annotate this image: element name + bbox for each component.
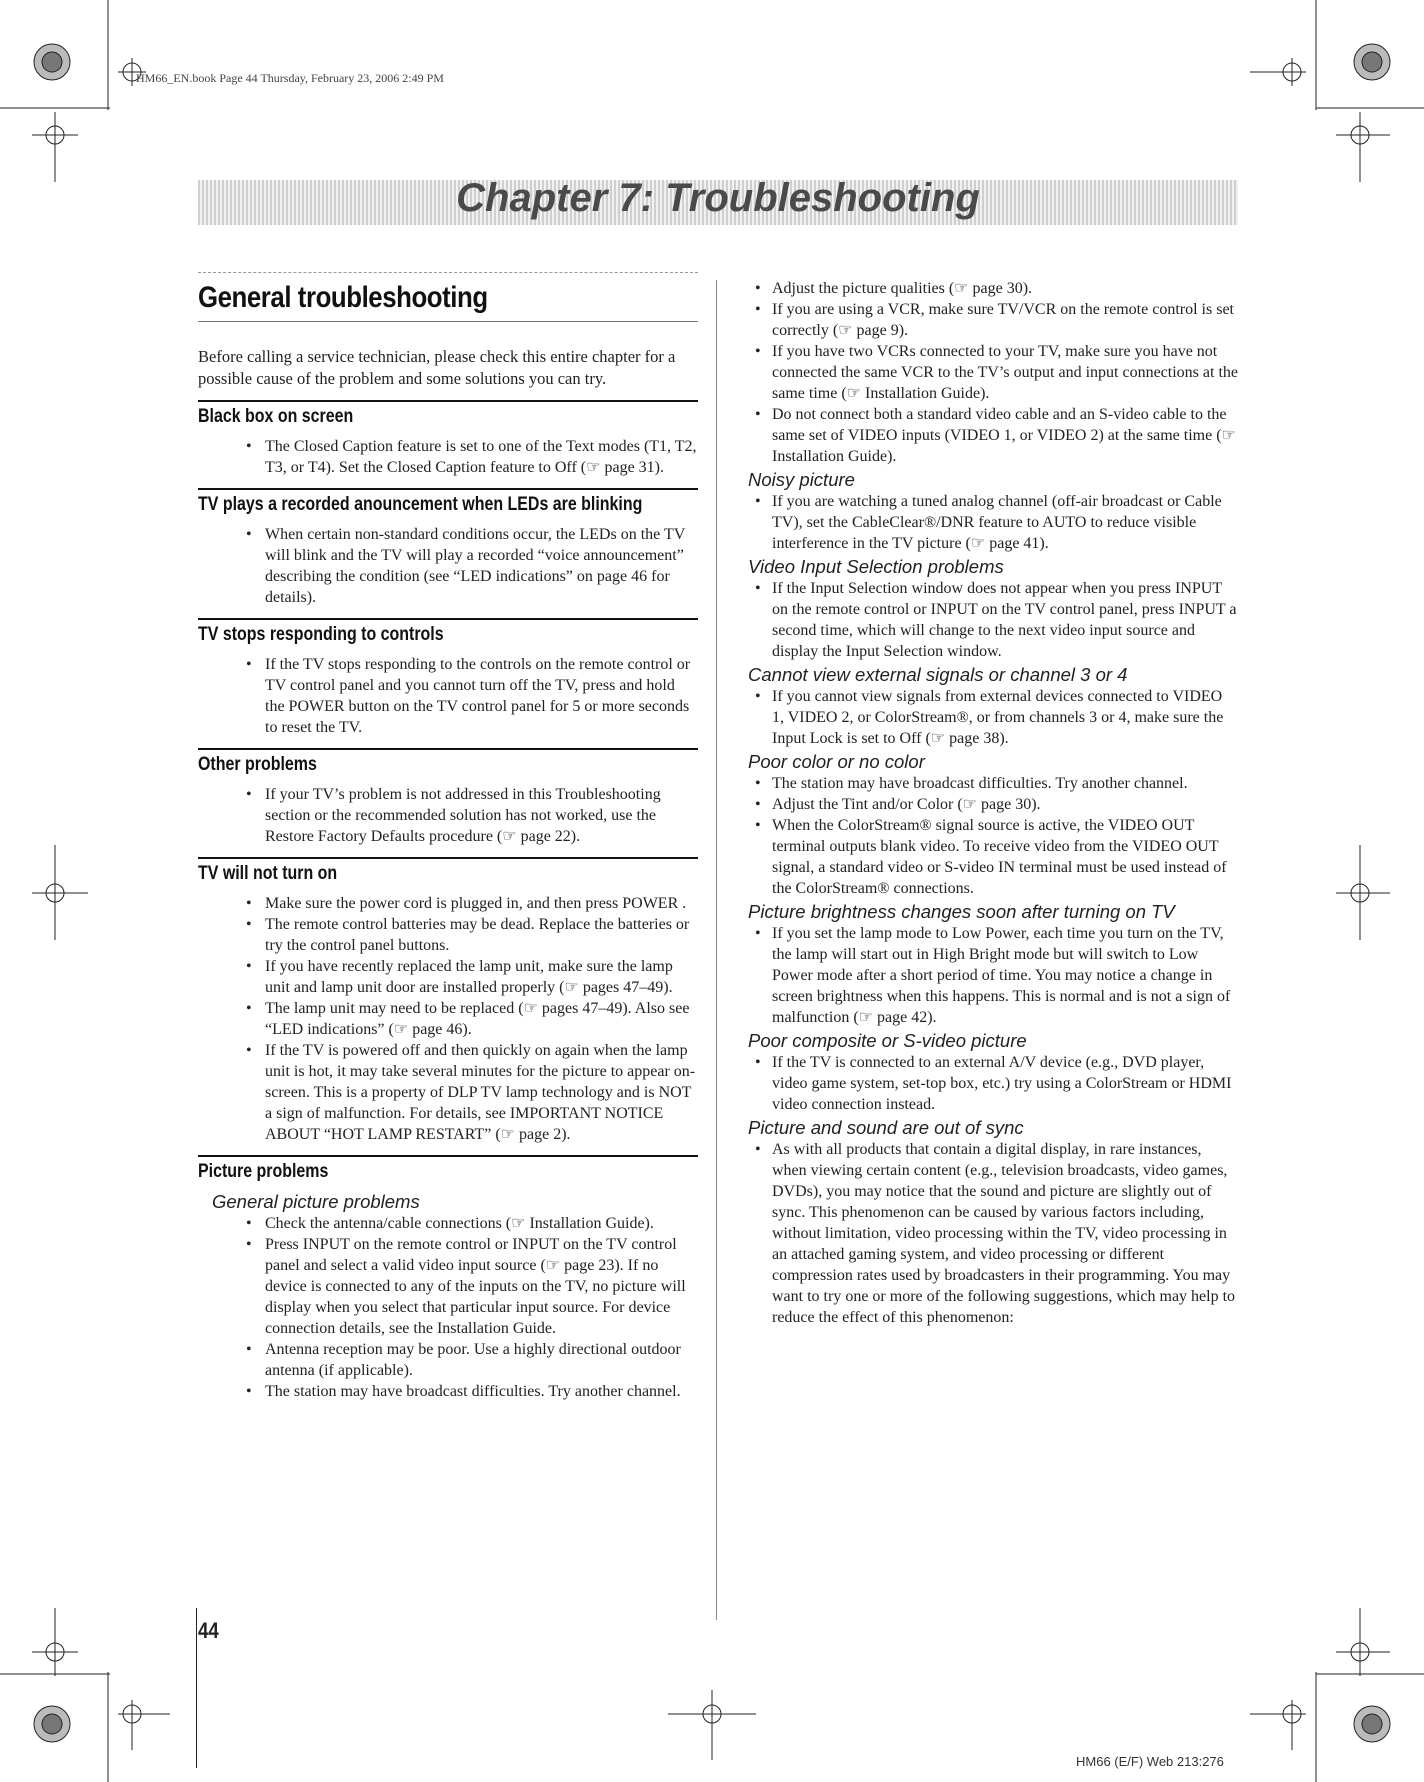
list-item: • If you have two VCRs connected to your TV, make sure you have not connected the same VCR to the TV’s output and input connections at the same time (☞ Installation Guide). [748, 341, 1238, 404]
subsection-subtitle: General picture problems [212, 1191, 420, 1212]
print-info: HM66_EN.book Page 44 Thursday, February 23, 2006 2:49 PM [136, 71, 444, 85]
subsection-title: TV plays a recorded anouncement when LEDs are blinking [198, 494, 643, 515]
topic-title-brightness: Picture brightness changes soon after turning on TV [748, 901, 1175, 922]
column-divider [716, 280, 717, 1620]
list-item: • The Closed Caption feature is set to one of the Text modes (T1, T2, T3, or T4). Set the Closed Caption feature to Off (☞ page 31). [198, 436, 698, 478]
list-item: • If your TV’s problem is not addressed in this Troubleshooting section or the recommended solution has not worked, use the Restore Factory Defaults procedure (☞ page 22). [198, 784, 698, 847]
subsection-title: Other problems [198, 754, 317, 775]
subsection-black-box [198, 400, 698, 478]
topic-title-video-input: Video Input Selection problems [748, 556, 1004, 577]
left-column [198, 272, 698, 1402]
list-item: • Adjust the picture qualities (☞ page 30). [748, 278, 1238, 299]
page-number-rule [196, 1608, 197, 1768]
list-item: • If you set the lamp mode to Low Power, each time you turn on the TV, the lamp will start out in High Bright mode but will switch to Low Power mode after a short period of time. You may notice a change in screen brightness when this happens. This is normal and is not a sign of malfunction (☞ page 42). [748, 923, 1238, 1028]
section-title: General troubleshooting [198, 281, 488, 314]
list-item: • If the Input Selection window does not appear when you press INPUT on the remote control or INPUT on the TV control panel, press INPUT a second time, which will change to the next video input source and display the Input Selection window. [748, 578, 1238, 662]
list-item: • The remote control batteries may be dead. Replace the batteries or try the control panel buttons. [198, 914, 698, 956]
section-top-rule [198, 272, 698, 273]
list-item: • When certain non-standard conditions occur, the LEDs on the TV will blink and the TV will play a recorded “voice announcement” describing the condition (see “LED indications” on page 46 for details). [198, 524, 698, 608]
right-column [748, 278, 1238, 1328]
list-item: • If you have recently replaced the lamp unit, make sure the lamp unit and lamp unit door are installed properly (☞ pages 47–49). [198, 956, 698, 998]
section-intro: Before calling a service technician, please check this entire chapter for a possible cause of the problem and some solutions you can try. [198, 347, 676, 388]
list-item: • If you are watching a tuned analog channel (off-air broadcast or Cable TV), set the CableClear®/DNR feature to AUTO to reduce visible interference in the TV picture (☞ page 41). [748, 491, 1238, 554]
subsection-title: TV will not turn on [198, 863, 338, 884]
topic-title-noisy: Noisy picture [748, 469, 855, 490]
topic-title-external: Cannot view external signals or channel 3 or 4 [748, 664, 1128, 685]
list-item: • Make sure the power cord is plugged in, and then press POWER . [198, 893, 698, 914]
subsection-other-problems [198, 748, 698, 847]
list-item: • When the ColorStream® signal source is active, the VIDEO OUT terminal outputs blank video. To receive video from the VIDEO OUT signal, a standard video or S-video IN terminal must be used instead of the ColorStream® connections. [748, 815, 1238, 899]
section-title-rule [198, 321, 698, 322]
list-item: • If you cannot view signals from external devices connected to VIDEO 1, VIDEO 2, or ColorStream®, or from channels 3 or 4, make sure the Input Lock is set to Off (☞ page 38). [748, 686, 1238, 749]
list-item: • The lamp unit may need to be replaced (☞ pages 47–49). Also see “LED indications” (☞ page 46). [198, 998, 698, 1040]
subsection-title: TV stops responding to controls [198, 624, 444, 645]
topic-title-color: Poor color or no color [748, 751, 925, 772]
list-item: • If you are using a VCR, make sure TV/VCR on the remote control is set correctly (☞ page 9). [748, 299, 1238, 341]
list-item: • Do not connect both a standard video cable and an S-video cable to the same set of VIDEO inputs (VIDEO 1, or VIDEO 2) at the same time (☞ Installation Guide). [748, 404, 1238, 467]
footer-code: HM66 (E/F) Web 213:276 [1076, 1754, 1224, 1769]
subsection-picture-problems [198, 1155, 698, 1402]
topic-title-sync: Picture and sound are out of sync [748, 1117, 1024, 1138]
subsection-stops-responding [198, 618, 698, 738]
subsection-not-turn-on [198, 857, 698, 1145]
chapter-title: Chapter 7: Troubleshooting [456, 176, 980, 220]
list-item: • Press INPUT on the remote control or INPUT on the TV control panel and select a valid video input source (☞ page 23). If no device is connected to any of the inputs on the TV, no picture will display when you select that particular input source. For device connection details, see the Installation Guide. [198, 1234, 698, 1339]
list-item: • If the TV is connected to an external A/V device (e.g., DVD player, video game system, set-top box, etc.) try using a ColorStream or HDMI video connection instead. [748, 1052, 1238, 1115]
list-item: • If the TV is powered off and then quickly on again when the lamp unit is hot, it may take several minutes for the picture to appear on-screen. This is a property of DLP TV lamp technology and is NOT a sign of malfunction. For details, see IMPORTANT NOTICE ABOUT “HOT LAMP RESTART” (☞ page 2). [198, 1040, 698, 1145]
list-item: • The station may have broadcast difficulties. Try another channel. [748, 773, 1238, 794]
list-item: • If the TV stops responding to the controls on the remote control or TV control panel and you cannot turn off the TV, press and hold the POWER button on the TV control panel for 5 or more seconds to reset the TV. [198, 654, 698, 738]
list-item: • Antenna reception may be poor. Use a highly directional outdoor antenna (if applicable). [198, 1339, 698, 1381]
list-item: • The station may have broadcast difficulties. Try another channel. [198, 1381, 698, 1402]
subsection-title: Black box on screen [198, 406, 354, 427]
subsection-leds [198, 488, 698, 608]
topic-title-composite: Poor composite or S-video picture [748, 1030, 1027, 1051]
page-number: 44 [198, 1618, 219, 1643]
list-item: • Adjust the Tint and/or Color (☞ page 30). [748, 794, 1238, 815]
list-item: • Check the antenna/cable connections (☞ Installation Guide). [198, 1213, 698, 1234]
chapter-banner [198, 176, 1238, 225]
subsection-title: Picture problems [198, 1161, 329, 1182]
list-item: • As with all products that contain a digital display, in rare instances, when viewing certain content (e.g., television broadcasts, video games, DVDs), you may notice that the sound and picture are slightly out of sync. This phenomenon can be caused by various factors including, without limitation, video processing within the TV, video processing in an attached gaming system, and video processing or different compression rates used by broadcasters in their programming. You may want to try one or more of the following suggestions, which may help to reduce the effect of this phenomenon: [748, 1139, 1238, 1328]
